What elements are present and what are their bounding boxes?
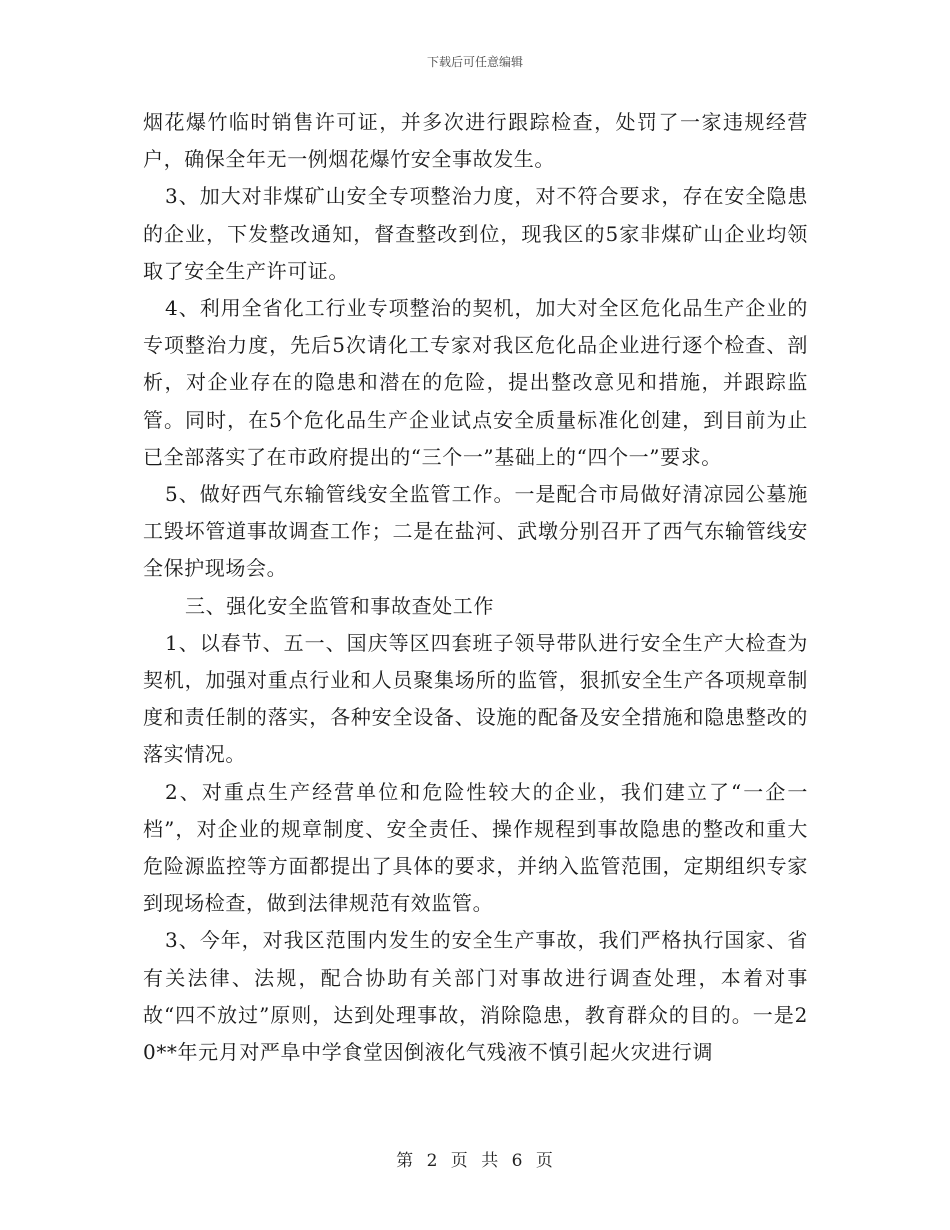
paragraph-3: 4、利用全省化工行业专项整治的契机，加大对全区危化品生产企业的专项整治力度，先后5次请化工专家对我区危化品企业进行逐个检查、剖析，对企业存在的隐患和潜在的危险，提出整改意见和措施，并跟踪监管。同时，在5个危化品生产企业试点安全质量标准化创建，到目前为止已全部落实了在市政府提出的“三个一”基础上的“四个一”要求。 xyxy=(143,296,808,469)
paragraph-1: 烟花爆竹临时销售许可证，并多次进行跟踪检查，处罚了一家违规经营户，确保全年无一例烟花爆竹安全事故发生。 xyxy=(143,110,808,172)
page-footer: 第 2 页 共 6 页 xyxy=(396,1151,554,1171)
paragraph-4: 5、做好西气东输管线安全监管工作。一是配合市局做好清凉园公墓施工毁坏管道事故调查工作；二是在盐河、武墩分别召开了西气东输管线安全保护现场会。 xyxy=(143,482,808,581)
paragraph-6: 2、对重点生产经营单位和危险性较大的企业，我们建立了“一企一档”，对企业的规章制度、安全责任、操作规程到事故隐患的整改和重大危险源监控等方面都提出了具体的要求，并纳入监管范围，定期组织专家到现场检查，做到法律规范有效监管。 xyxy=(143,779,808,916)
paragraph-7: 3、今年，对我区范围内发生的安全生产事故，我们严格执行国家、省有关法律、法规，配合协助有关部门对事故进行调查处理，本着对事故“四不放过”原则，达到处理事故，消除隐患，教育群众的目的。一是20**年元月对严阜中学食堂因倒液化气残液不慎引起火灾进行调 xyxy=(143,928,808,1065)
section-heading: 三、强化安全监管和事故查处工作 xyxy=(185,593,494,618)
paragraph-2: 3、加大对非煤矿山安全专项整治力度，对不符合要求，存在安全隐患的企业，下发整改通知，督查整改到位，现我区的5家非煤矿山企业均领取了安全生产许可证。 xyxy=(143,184,808,283)
document-body xyxy=(143,104,808,1071)
page-header: 下载后可任意编辑 xyxy=(426,55,523,69)
paragraph-5: 1、以春节、五一、国庆等区四套班子领导带队进行安全生产大检查为契机，加强对重点行业和人员聚集场所的监管，狠抓安全生产各项规章制度和责任制的落实，各种安全设备、设施的配备及安全措施和隐患整改的落实情况。 xyxy=(143,630,808,767)
